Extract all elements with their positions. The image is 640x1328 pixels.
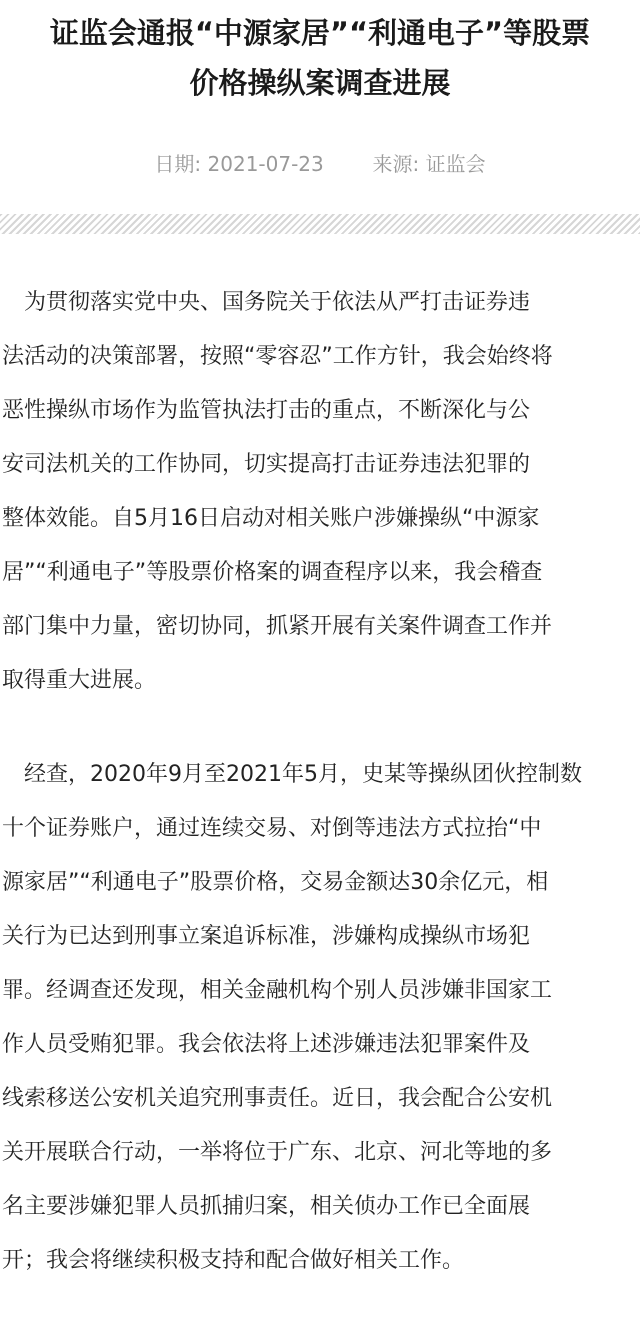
date-value: 2021-07-23 (207, 152, 324, 176)
paragraph-line: 关开展联合行动，一举将位于广东、北京、河北等地的多 (2, 1140, 553, 1165)
paragraph-line: 经查，2020年9月至2021年5月，史某等操纵团伙控制数 (2, 762, 582, 787)
title-line-1: 证监会通报“中源家居”“利通电子”等股票 (49, 16, 591, 50)
paragraph-2 (0, 748, 640, 1288)
paragraph-line: 线索移送公安机关追究刑事责任。近日，我会配合公安机 (2, 1086, 553, 1111)
paragraph-line: 整体效能。自5月16日启动对相关账户涉嫌操纵“中源家 (2, 506, 540, 531)
paragraph-line: 法活动的决策部署，按照“零容忍”工作方针，我会始终将 (2, 344, 553, 369)
hatched-divider (0, 214, 640, 234)
source-label: 来源: (372, 152, 420, 176)
paragraph-line: 安司法机关的工作协同，切实提高打击证券违法犯罪的 (2, 452, 531, 477)
paragraph-line: 罪。经调查还发现，相关金融机构个别人员涉嫌非国家工 (2, 978, 553, 1003)
paragraph-line: 开；我会将继续积极支持和配合做好相关工作。 (2, 1248, 465, 1273)
article-meta (0, 150, 640, 178)
paragraph-line: 作人员受贿犯罪。我会依法将上述涉嫌违法犯罪案件及 (2, 1032, 531, 1057)
paragraph-1 (0, 276, 640, 708)
date-label: 日期: (154, 152, 202, 176)
paragraph-line: 名主要涉嫌犯罪人员抓捕归案，相关侦办工作已全面展 (2, 1194, 531, 1219)
paragraph-line: 取得重大进展。 (2, 668, 157, 693)
paragraph-line: 居”“利通电子”等股票价格案的调查程序以来，我会稽查 (2, 560, 543, 585)
paragraph-line: 十个证券账户，通过连续交易、对倒等违法方式拉抬“中 (2, 816, 542, 841)
paragraph-line: 源家居”“利通电子”股票价格，交易金额达30余亿元，相 (2, 870, 549, 895)
paragraph-line: 部门集中力量，密切协同，抓紧开展有关案件调查工作并 (2, 614, 553, 639)
source-value: 证监会 (425, 152, 486, 176)
title-line-2: 价格操纵案调查进展 (189, 66, 451, 100)
article-title (0, 0, 640, 108)
paragraph-line: 恶性操纵市场作为监管执法打击的重点，不断深化与公 (2, 398, 531, 423)
paragraph-line: 为贯彻落实党中央、国务院关于依法从严打击证券违 (2, 290, 531, 315)
article-body (0, 276, 640, 1328)
paragraph-line: 关行为已达到刑事立案追诉标准，涉嫌构成操纵市场犯 (2, 924, 531, 949)
